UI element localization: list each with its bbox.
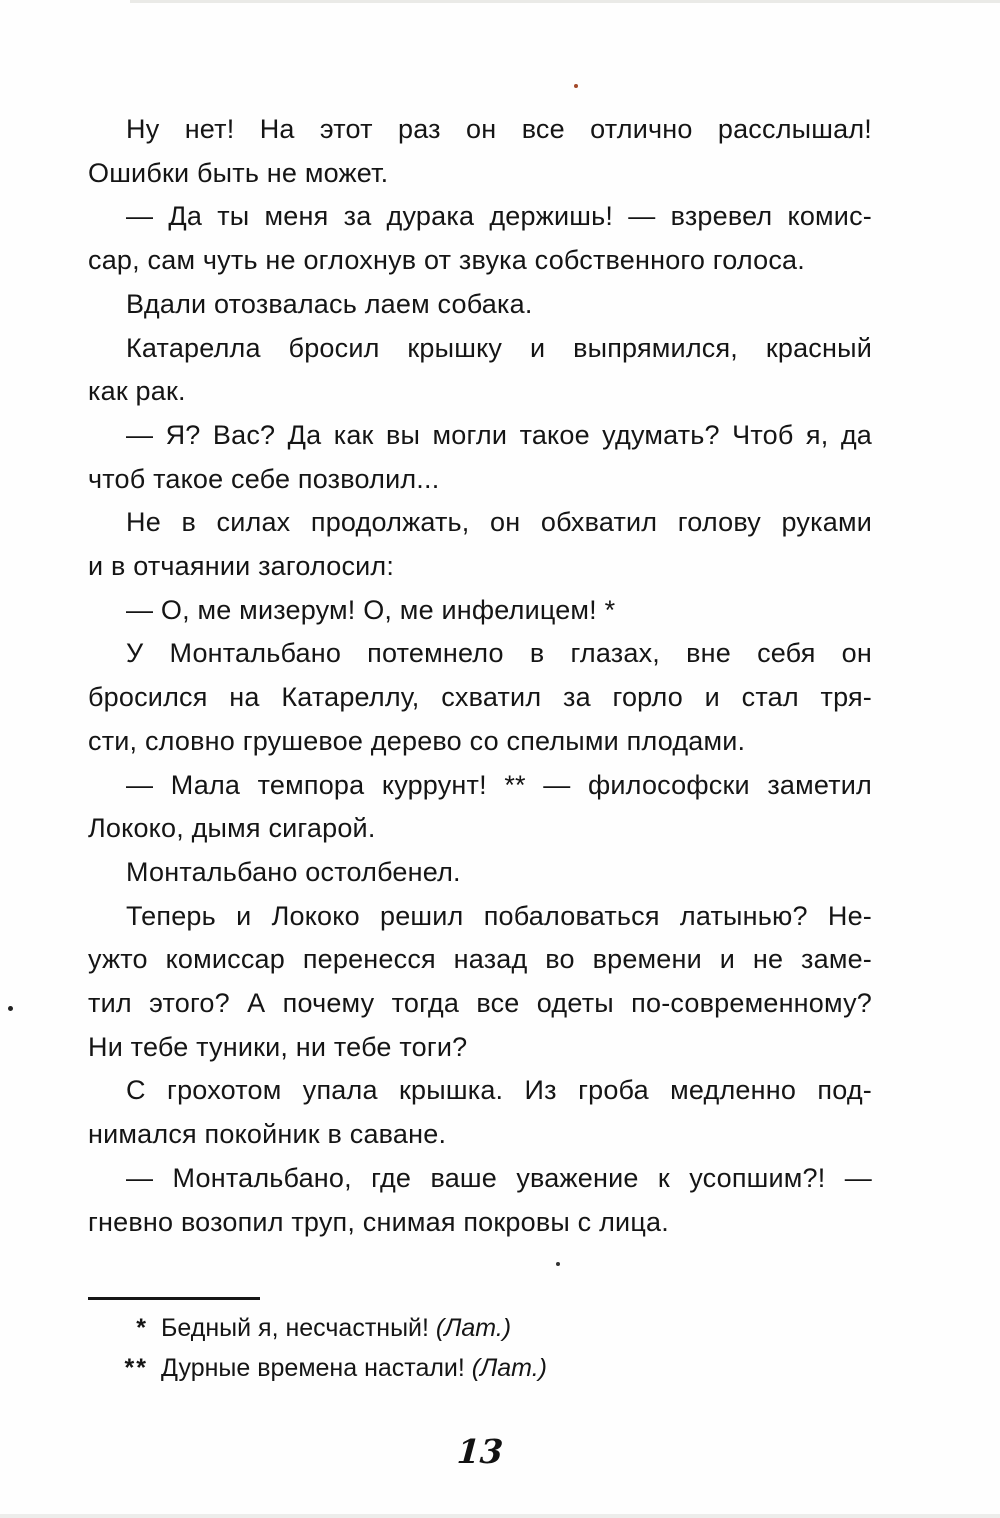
text-line: Ни тебе туники, ни тебе тоги? [88, 1031, 468, 1062]
footnote-text: Бедный я, несчастный! (Лат.) [161, 1314, 512, 1342]
footnote-language-note: (Лат.) [435, 1314, 512, 1342]
text-line: Ну нет! На этот раз он все отлично расслышал! [126, 114, 872, 144]
text-line: Вдали отозвалась лаем собака. [126, 288, 533, 319]
paragraph [88, 589, 872, 633]
text-line: Монтальбано остолбенел. [126, 856, 461, 887]
text-line: и в отчаянии заголосил: [88, 551, 395, 582]
page-number: 13 [455, 1432, 505, 1471]
text-line: Ошибки быть не может. [88, 157, 389, 188]
paragraph [88, 632, 872, 763]
paragraph [88, 851, 872, 895]
text-line: тил этого? А почему тогда все одеты по-современному? [88, 988, 872, 1019]
paragraph [88, 414, 872, 501]
text-line: У Монтальбано потемнело в глазах, вне себя он [126, 638, 872, 669]
text-line: чтоб такое себе позволил... [88, 463, 440, 494]
paragraph [88, 283, 872, 327]
text-line: гневно возопил труп, снимая покровы с лица. [88, 1206, 669, 1237]
text-line: — О, ме мизерум! О, ме инфелицем! * [126, 594, 616, 625]
text-line: — Монтальбано, где ваше уважение к усопшим?! — [126, 1162, 872, 1193]
paragraph [88, 764, 872, 851]
scan-speck [556, 1262, 560, 1266]
scan-edge-top [130, 0, 1000, 3]
footnote [88, 1348, 872, 1388]
page-text [88, 108, 872, 1244]
text-line: — Я? Вас? Да как вы могли такое удумать? Чтоб я, да [126, 419, 872, 450]
footnote-text: Дурные времена настали! (Лат.) [161, 1354, 547, 1382]
scan-edge-bottom [0, 1514, 1000, 1518]
text-line: — Мала темпора куррунт! ** — философски заметил [126, 769, 872, 800]
text-line: — Да ты меня за дурака держишь! — взревел комис- [126, 201, 872, 232]
paragraph [88, 1157, 872, 1244]
paragraph [88, 895, 872, 1070]
text-line: С грохотом упала крышка. Из гроба медленно под- [126, 1075, 872, 1106]
paragraph [88, 501, 872, 588]
footnotes [88, 1308, 872, 1388]
paragraph [88, 1069, 872, 1156]
footnote-language-note: (Лат.) [471, 1354, 547, 1382]
paragraph [88, 327, 872, 414]
text-line: Не в силах продолжать, он обхватил голову руками [126, 507, 872, 538]
paragraph [88, 195, 872, 282]
text-line: Лококо, дымя сигарой. [88, 813, 376, 844]
text-line: ужто комиссар перенесся назад во времени и не заме- [88, 944, 872, 975]
text-line: сти, словно грушевое дерево со спелыми плодами. [88, 725, 746, 756]
scan-speck [8, 1006, 13, 1011]
text-line: сар, сам чуть не оглохнув от звука собственного голоса. [88, 245, 805, 276]
footnote-divider [88, 1297, 260, 1300]
text-line: бросился на Катареллу, схватил за горло и стал тря- [88, 682, 872, 713]
text-line: как рак. [88, 376, 186, 407]
footnote [88, 1308, 872, 1348]
text-line: нимался покойник в саване. [88, 1119, 447, 1150]
footnote-marker: * [136, 1314, 148, 1342]
paragraph [88, 108, 872, 195]
scan-speck [574, 84, 578, 88]
text-line: Катарелла бросил крышку и выпрямился, красный [126, 332, 872, 363]
footnote-marker: ** [124, 1354, 148, 1382]
text-line: Теперь и Лококо решил побаловаться латынью? Не- [126, 900, 872, 931]
